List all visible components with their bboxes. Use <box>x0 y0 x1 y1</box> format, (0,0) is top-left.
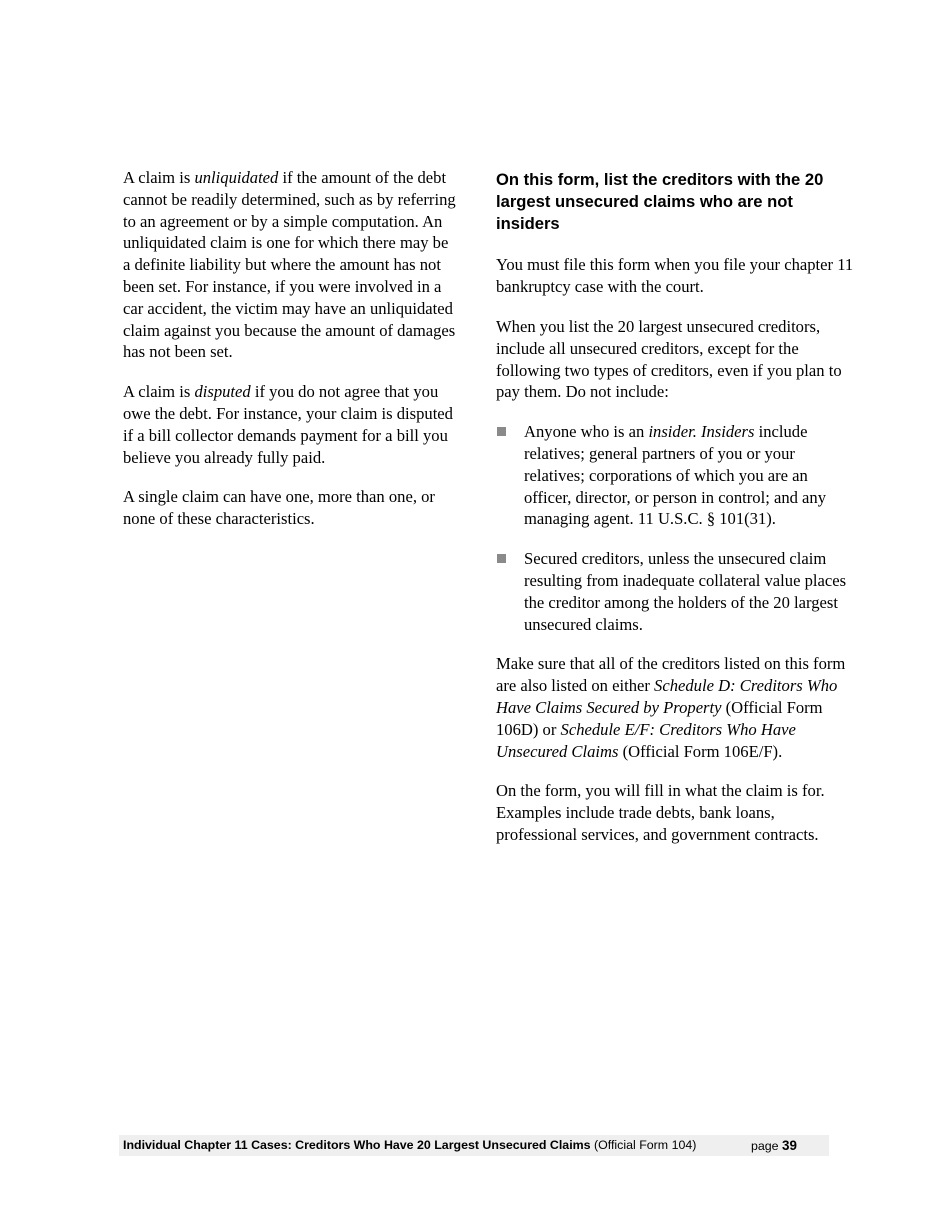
square-bullet-icon <box>497 554 506 563</box>
section-heading: On this form, list the creditors with the 20 largest unsecured claims who are not insiders <box>496 170 824 233</box>
schedules-paragraph: Make sure that all of the creditors listed on this form are also listed on either Schedule D: Creditors Who Have Claims Secured by Property (Official Form 106D) or Schedule E/F: Creditors Who Have Unsecured Claims (Official Form 106E/F). <box>496 654 846 761</box>
term-unliquidated: unliquidated <box>194 168 279 187</box>
page-footer <box>119 1135 829 1156</box>
characteristics-paragraph: A single claim can have one, more than one, or none of these characteristics. <box>123 487 435 529</box>
footer-title: Individual Chapter 11 Cases: Creditors Who Have 20 Largest Unsecured Claims (Official Form 104) <box>123 1138 697 1152</box>
right-column <box>496 167 858 864</box>
page-number: page 39 <box>751 1138 797 1153</box>
unliquidated-paragraph: A claim is unliquidated if the amount of the debt cannot be readily determined, such as by referring to an agreement or by a simple computation. An unliquidated claim is one for which there may be a definite liability but where the amount has not been set. For instance, if you were involved in a car accident, the victim may have an unliquidated claim against you because the amount of damages has not been set. <box>123 168 456 362</box>
term-disputed: disputed <box>194 382 251 402</box>
square-bullet-icon <box>497 427 506 436</box>
file-requirement-paragraph: You must file this form when you file your chapter 11 bankruptcy case with the court. <box>496 255 854 297</box>
claim-description-paragraph: On the form, you will fill in what the claim is for. Examples include trade debts, bank loans, professional services, and government contracts. <box>496 781 825 844</box>
list-item-secured-creditors: Secured creditors, unless the unsecured claim resulting from inadequate collateral value places the creditor among the holders of the 20 largest unsecured claims. <box>496 548 858 635</box>
list-item-insiders: Anyone who is an insider. Insiders include relatives; general partners of you or your relatives; corporations of which you are an officer, director, or person in control; and any managing agent. 11 U.S.C. § 101(31). <box>496 421 858 530</box>
disputed-paragraph: A claim is disputed if you do not agree that you owe the debt. For instance, your claim is disputed if a bill collector demands payment for a bill you believe you already fully paid. <box>123 382 453 467</box>
left-column <box>123 167 459 548</box>
largest-creditors-paragraph: When you list the 20 largest unsecured creditors, include all unsecured creditors, except for the following two types of creditors, even if you plan to pay them. Do not include: <box>496 316 842 402</box>
exclusions-list <box>496 421 858 635</box>
